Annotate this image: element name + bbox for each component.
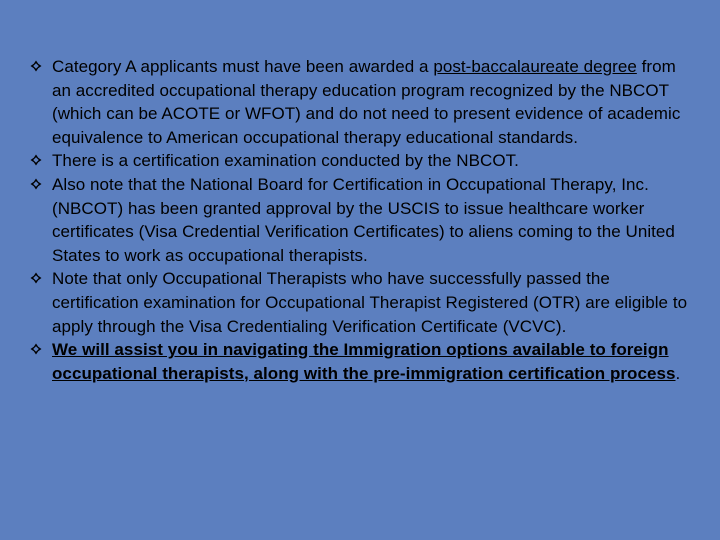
four-petal-diamond-icon <box>30 272 42 284</box>
bullet-item-nbcot-approval <box>30 173 695 267</box>
four-petal-diamond-icon <box>30 60 42 72</box>
four-petal-diamond-icon <box>30 154 42 166</box>
bullet-text: . <box>675 363 681 383</box>
bullet-item-category-a <box>30 55 695 149</box>
four-petal-diamond-icon <box>30 178 42 190</box>
assistance-statement: We will assist you in navigating the Immigration options available to foreign occupational therapists, along with the pre-immigration certification process <box>52 340 676 383</box>
bullet-list <box>30 55 695 385</box>
bullet-text: Category A applicants must have been awarded a <box>52 57 434 76</box>
four-petal-diamond-icon <box>30 343 42 355</box>
bullet-item-certification-exam <box>30 149 695 173</box>
bullet-text: Note that only Occupational Therapists who have successfully passed the certification examination for Occupational Therapist Registered (OTR) are eligible to apply through the Visa Credentialing Verification Certificate (VCVC). <box>52 269 688 336</box>
bullet-item-otr-eligibility <box>30 267 695 338</box>
degree-term: post-baccalaureate degree <box>433 57 637 76</box>
bullet-text: There is a certification examination conducted by the NBCOT. <box>52 151 519 171</box>
bullet-text: from an accredited occupational therapy education program recognized by the NBCOT (which can be ACOTE or WFOT) and do not need to present evidence of academic equivalence to American occupational therapy educational standards. <box>52 57 681 147</box>
bullet-text: Also note that the National Board for Certification in Occupational Therapy, Inc. (NBCOT) has been granted approval by the USCIS to issue healthcare worker certificates (Visa Credential Verification Certificates) to aliens coming to the United States to work as occupational therapists. <box>52 174 675 265</box>
bullet-item-assistance <box>30 338 695 385</box>
